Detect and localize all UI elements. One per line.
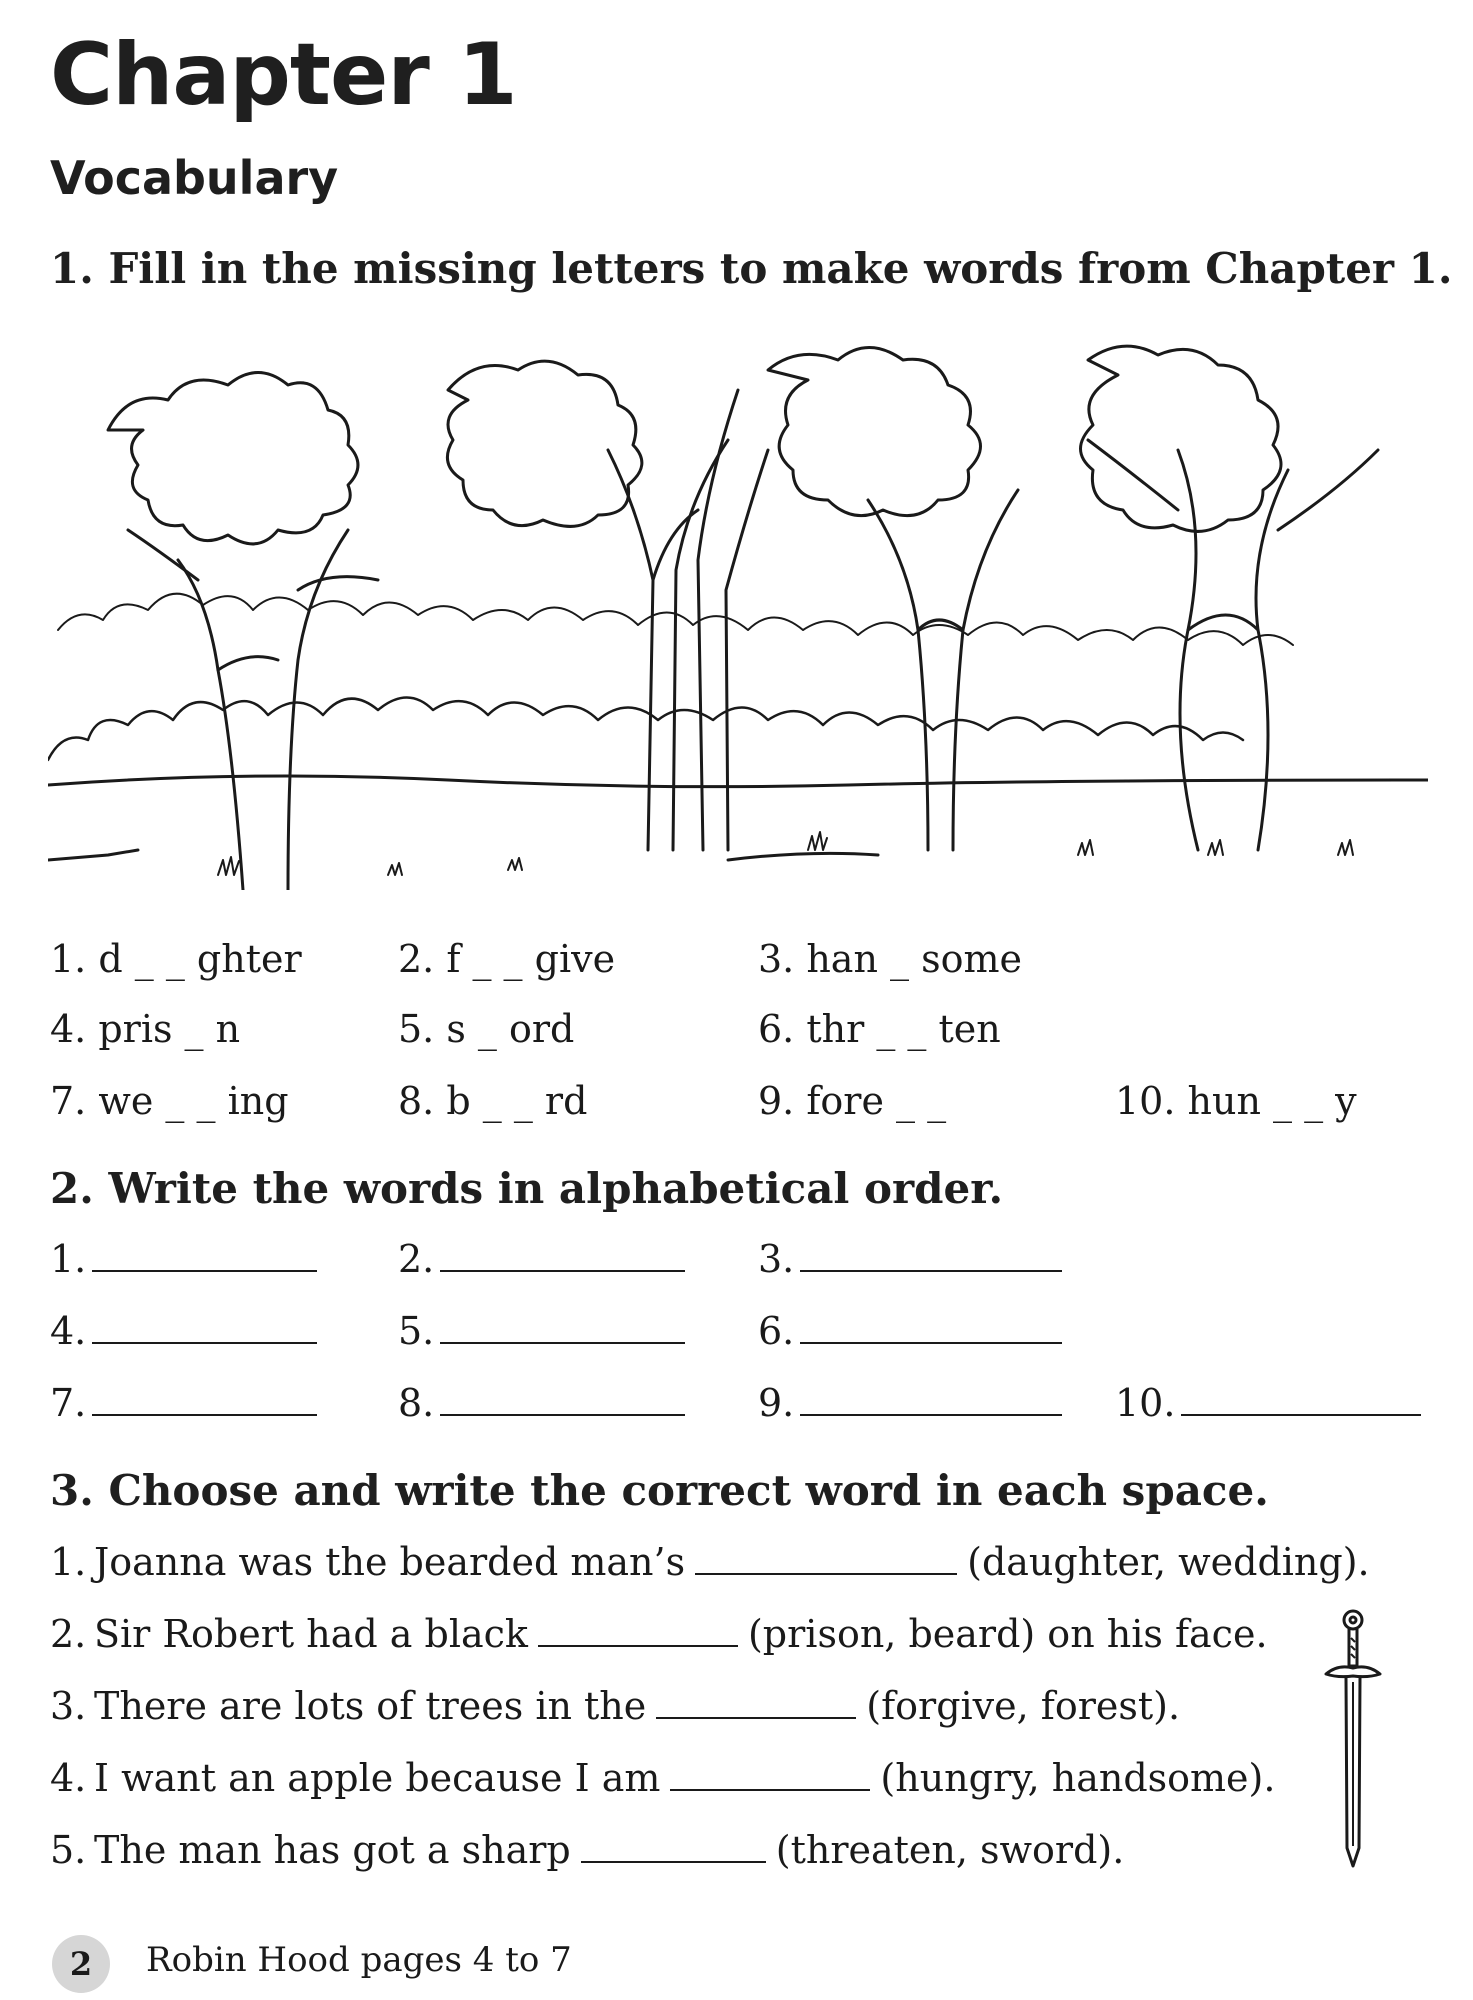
exercise-3-heading: 3. Choose and write the correct word in each space. bbox=[50, 1466, 1269, 1515]
sentence-text: Joanna was the bearded man’s bbox=[94, 1540, 686, 1584]
answer-slot[interactable] bbox=[50, 1381, 317, 1425]
answer-slot[interactable] bbox=[398, 1237, 685, 1281]
answer-line[interactable] bbox=[800, 1384, 1062, 1416]
answer-line[interactable] bbox=[440, 1312, 685, 1344]
answer-number: 3. bbox=[758, 1237, 795, 1281]
chapter-title: Chapter 1 bbox=[50, 25, 517, 125]
word-item: 8. b _ _ rd bbox=[398, 1079, 588, 1123]
answer-number: 7. bbox=[50, 1381, 87, 1425]
sentence-number: 5. bbox=[50, 1828, 87, 1872]
answer-line[interactable] bbox=[1181, 1384, 1421, 1416]
sentence-row bbox=[50, 1684, 1181, 1728]
exercise-2-heading: 2. Write the words in alphabetical order. bbox=[50, 1164, 1004, 1213]
word-item: 2. f _ _ give bbox=[398, 937, 616, 981]
answer-number: 2. bbox=[398, 1237, 435, 1281]
footer-text: Robin Hood pages 4 to 7 bbox=[146, 1940, 572, 1980]
word-item: 10. hun _ _ y bbox=[1115, 1079, 1357, 1123]
answer-line[interactable] bbox=[656, 1689, 856, 1719]
answer-line[interactable] bbox=[538, 1617, 738, 1647]
answer-slot[interactable] bbox=[758, 1237, 1062, 1281]
answer-slot[interactable] bbox=[758, 1381, 1062, 1425]
forest-illustration bbox=[48, 330, 1428, 890]
answer-slot[interactable] bbox=[50, 1309, 317, 1353]
word-item: 1. d _ _ ghter bbox=[50, 937, 302, 981]
answer-number: 6. bbox=[758, 1309, 795, 1353]
sentence-text: There are lots of trees in the bbox=[94, 1684, 647, 1728]
sword-icon bbox=[1318, 1608, 1388, 1868]
answer-line[interactable] bbox=[440, 1240, 685, 1272]
sentence-number: 2. bbox=[50, 1612, 87, 1656]
sentence-text: Sir Robert had a black bbox=[94, 1612, 528, 1656]
answer-line[interactable] bbox=[92, 1240, 317, 1272]
word-item: 5. s _ ord bbox=[398, 1007, 575, 1051]
answer-line[interactable] bbox=[800, 1312, 1062, 1344]
exercise-1-heading: 1. Fill in the missing letters to make words from Chapter 1. bbox=[50, 244, 1453, 293]
word-choices: (hungry, handsome). bbox=[880, 1756, 1276, 1800]
sentence-text: I want an apple because I am bbox=[94, 1756, 661, 1800]
answer-slot[interactable] bbox=[398, 1309, 685, 1353]
sentence-text: The man has got a sharp bbox=[94, 1828, 571, 1872]
word-item: 4. pris _ n bbox=[50, 1007, 241, 1051]
answer-line[interactable] bbox=[670, 1761, 870, 1791]
word-item: 7. we _ _ ing bbox=[50, 1079, 289, 1123]
sentence-row bbox=[50, 1540, 1370, 1584]
word-choices: (prison, beard) on his face. bbox=[747, 1612, 1268, 1656]
word-choices: (forgive, forest). bbox=[866, 1684, 1181, 1728]
answer-number: 10. bbox=[1115, 1381, 1176, 1425]
word-item: 3. han _ some bbox=[758, 937, 1022, 981]
answer-number: 5. bbox=[398, 1309, 435, 1353]
word-choices: (daughter, wedding). bbox=[967, 1540, 1370, 1584]
word-choices: (threaten, sword). bbox=[775, 1828, 1125, 1872]
answer-number: 8. bbox=[398, 1381, 435, 1425]
answer-number: 4. bbox=[50, 1309, 87, 1353]
answer-slot[interactable] bbox=[398, 1381, 685, 1425]
sentence-number: 1. bbox=[50, 1540, 87, 1584]
word-item: 6. thr _ _ ten bbox=[758, 1007, 1001, 1051]
answer-number: 1. bbox=[50, 1237, 87, 1281]
sentence-row bbox=[50, 1612, 1268, 1656]
answer-line[interactable] bbox=[440, 1384, 685, 1416]
sentence-row bbox=[50, 1756, 1276, 1800]
answer-line[interactable] bbox=[695, 1545, 957, 1575]
page-number-badge: 2 bbox=[52, 1935, 110, 1993]
section-title: Vocabulary bbox=[50, 151, 339, 205]
answer-number: 9. bbox=[758, 1381, 795, 1425]
answer-line[interactable] bbox=[92, 1384, 317, 1416]
sentence-number: 4. bbox=[50, 1756, 87, 1800]
answer-line[interactable] bbox=[581, 1833, 766, 1863]
answer-line[interactable] bbox=[92, 1312, 317, 1344]
answer-slot[interactable] bbox=[50, 1237, 317, 1281]
answer-line[interactable] bbox=[800, 1240, 1062, 1272]
answer-slot[interactable] bbox=[1115, 1381, 1421, 1425]
sentence-row bbox=[50, 1828, 1125, 1872]
word-item: 9. fore _ _ bbox=[758, 1079, 947, 1123]
answer-slot[interactable] bbox=[758, 1309, 1062, 1353]
sentence-number: 3. bbox=[50, 1684, 87, 1728]
